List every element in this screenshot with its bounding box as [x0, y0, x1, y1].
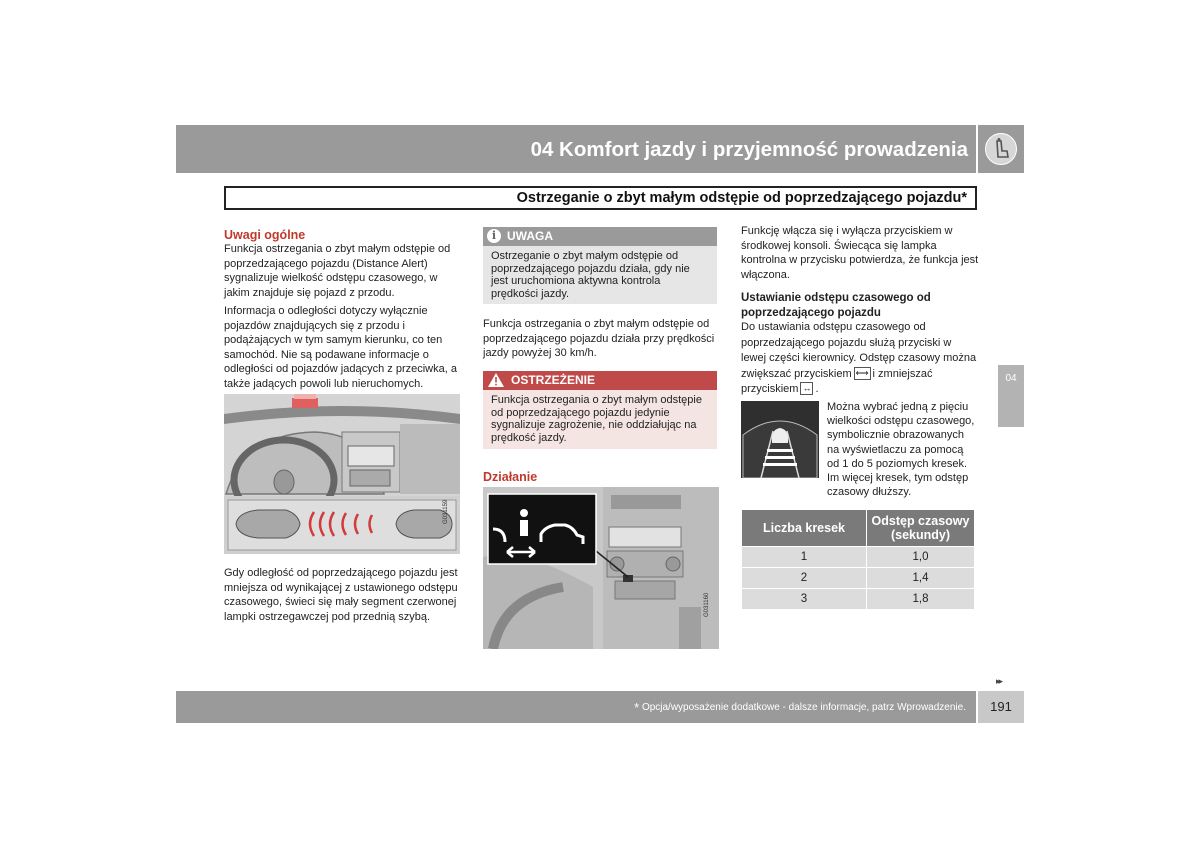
side-tab-label: 04	[1005, 373, 1017, 384]
dashboard-illustration	[224, 394, 460, 554]
table-header-seconds: Odstęp czasowy (sekundy)	[867, 510, 975, 547]
table-row	[742, 589, 975, 610]
chapter-side-tab	[998, 365, 1024, 427]
text-part-3: .	[815, 383, 819, 395]
image-code-2: G031160	[704, 592, 710, 617]
section-title: Ostrzeganie o zbyt małym odstępie od poprzedzającego pojazdu*	[516, 190, 967, 206]
page-number: 191	[990, 699, 1012, 714]
note-title: UWAGA	[507, 229, 553, 243]
paragraph-five-settings: Można wybrać jedną z pięciu wielkości odstępu czasowego, symbolicznie obrazowanych na wyświetlaczu za pomocą od 1 do 5 poziomych kresek. Im więcej kresek, tym odstęp czasowy dłuższy.	[827, 401, 975, 499]
warning-header	[483, 371, 717, 390]
text-part-1: Do ustawiania odstępu czasowego od poprzedzającego pojazdu służą przyciski w lewej części kierownicy. Odstęp czasowy można zwiększać przyciskiem	[741, 321, 977, 380]
heading-general-notes: Uwagi ogólne	[224, 228, 306, 242]
note-text: Ostrzeganie o zbyt małym odstępie od poprzedzającego pojazdu działa, gdy nie jest uruchomiona aktywna kontrola prędkości jazdy.	[483, 246, 717, 304]
footer-note-text: Opcja/wyposażenie dodatkowe - dalsze informacje, patrz Wprowadzenie.	[641, 702, 966, 713]
table-cell: 1,0	[867, 547, 975, 568]
paragraph-switch: Funkcję włącza się i wyłącza przyciskiem w środkowej konsoli. Świecąca się lampka kontrolna w przycisku potwierdza, że funkcja jest włączona.	[741, 225, 979, 281]
table-cell: 1,8	[867, 589, 975, 610]
chapter-title: 04 Komfort jazdy i przyjemność prowadzenia	[530, 138, 968, 161]
heading-time-gap: Ustawianie odstępu czasowego od poprzedzającego pojazdu	[741, 292, 931, 319]
distance-display-illustration	[741, 401, 819, 478]
table-row	[742, 547, 975, 568]
increase-gap-button-icon: ⟷	[855, 367, 869, 378]
console-illustration	[483, 487, 719, 649]
footer-bar	[176, 691, 976, 723]
paragraph-time-gap-setting	[741, 320, 979, 398]
footer-note	[634, 702, 966, 714]
table-cell: 2	[742, 568, 867, 589]
text-part-2: i zmniejszać przyciskiem	[741, 367, 933, 395]
table-row	[742, 568, 975, 589]
page-number-box	[978, 691, 1024, 723]
paragraph-speed: Funkcja ostrzegania o zbyt małym odstępie od poprzedzającego pojazdu działa przy prędkości jazdy powyżej 30 km/h.	[483, 318, 715, 359]
heading-operation: Działanie	[483, 470, 538, 484]
paragraph-general-1: Funkcja ostrzegania o zbyt małym odstępie od poprzedzającego pojazdu (Distance Alert) sygnalizuje wielkość odstępu czasowego, w jakim znajduje się pojazd z przodu.	[224, 243, 451, 299]
time-gap-table	[741, 509, 975, 610]
table-cell: 1	[742, 547, 867, 568]
paragraph-general-2: Informacja o odległości dotyczy wyłącznie pojazdów znajdujących się z przodu i podążających w tym samym kierunku, co ten samochód. Nie są podawane informacje o odległości od pojazdów jadących z przeciwka, a także jadących powoli lub nieruchomych.	[224, 305, 457, 390]
info-icon: i	[487, 229, 501, 243]
note-header	[483, 227, 717, 246]
footer-note-star: *	[634, 700, 640, 715]
table-header-bars: Liczba kresek	[742, 510, 867, 547]
chapter-icon-box	[978, 125, 1024, 173]
seat-icon	[985, 133, 1017, 165]
continue-marker: ▸▸	[996, 676, 1002, 686]
table-cell: 1,4	[867, 568, 975, 589]
warning-text: Funkcja ostrzegania o zbyt małym odstępie od poprzedzającego pojazdu jedynie sygnalizuje zagrożenie, nie oddziałując na prędkość jazdy.	[483, 390, 717, 449]
paragraph-general-3: Gdy odległość od poprzedzającego pojazdu jest mniejsza od wynikającej z ustawionego odstępu czasowego, świeci się mały segment czerwonej lampki ostrzegawczej pod przednią szybą.	[224, 567, 458, 623]
decrease-gap-button-icon: ↔	[802, 383, 812, 393]
section-frame	[224, 186, 977, 210]
table-header-row	[742, 510, 975, 547]
warning-title: OSTRZEŻENIE	[511, 373, 596, 387]
table-cell: 3	[742, 589, 867, 610]
image-code-1: G031159	[443, 499, 449, 524]
